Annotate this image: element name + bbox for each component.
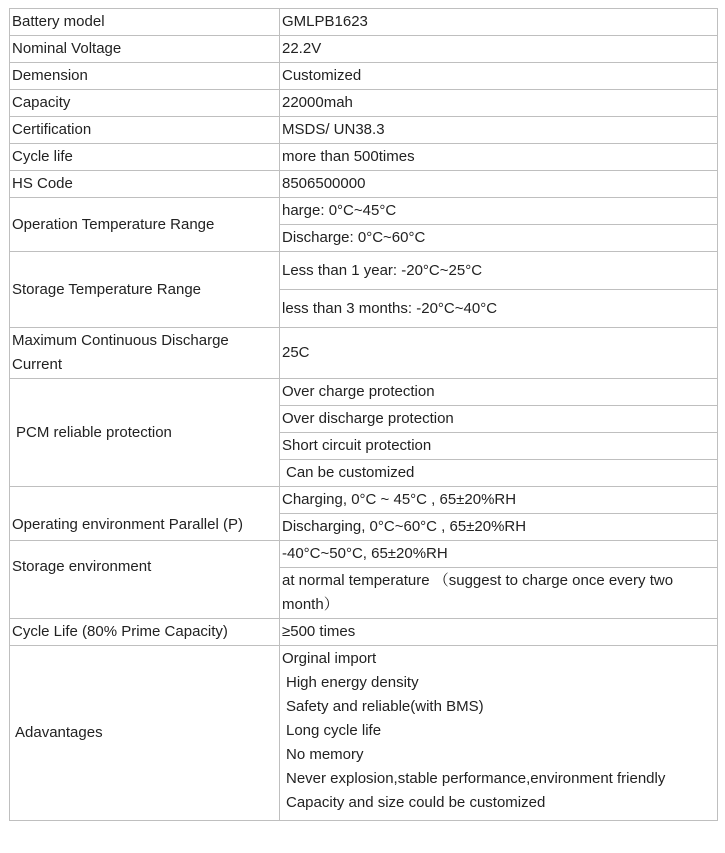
- table-row: [10, 63, 718, 90]
- row-value: Over discharge protection: [280, 406, 718, 433]
- table-row: [10, 379, 718, 406]
- row-label: Cycle life: [10, 144, 280, 171]
- row-value: Less than 1 year: -20°C~25°C: [280, 252, 718, 290]
- row-value: 22000mah: [280, 90, 718, 117]
- list-item: Long cycle life: [286, 722, 382, 739]
- row-value: at normal temperature （suggest to charge once every two month）: [280, 568, 718, 619]
- list-item: Orginal import: [282, 650, 377, 667]
- spec-table: [9, 8, 718, 821]
- row-value: less than 3 months: -20°C~40°C: [280, 290, 718, 328]
- row-label: PCM reliable protection: [10, 379, 280, 487]
- row-value: ≥500 times: [280, 619, 718, 646]
- row-label: Storage environment: [10, 541, 280, 619]
- row-value: MSDS/ UN38.3: [280, 117, 718, 144]
- table-row: [10, 198, 718, 225]
- row-label: Storage Temperature Range: [10, 252, 280, 328]
- table-row: [10, 36, 718, 63]
- row-value: 25C: [280, 328, 718, 379]
- row-label: Cycle Life (80% Prime Capacity): [10, 619, 280, 646]
- row-label: Capacity: [10, 90, 280, 117]
- row-label: Battery model: [10, 9, 280, 36]
- table-row: [10, 9, 718, 36]
- advantages-list: [280, 646, 718, 821]
- row-value: Customized: [280, 63, 718, 90]
- row-value: Over charge protection: [280, 379, 718, 406]
- table-row: [10, 90, 718, 117]
- row-label: HS Code: [10, 171, 280, 198]
- list-item: No memory: [286, 746, 364, 763]
- row-label: Adavantages: [10, 646, 280, 821]
- list-item: Never explosion,stable performance,environment friendly: [286, 770, 666, 787]
- table-row: [10, 328, 718, 379]
- row-value: Discharge: 0°C~60°C: [280, 225, 718, 252]
- row-label: Certification: [10, 117, 280, 144]
- row-value: Charging, 0°C ~ 45°C , 65±20%RH: [280, 487, 718, 514]
- table-row: [10, 541, 718, 568]
- row-value: Discharging, 0°C~60°C , 65±20%RH: [280, 514, 718, 541]
- table-row: [10, 171, 718, 198]
- table-row: [10, 117, 718, 144]
- row-value: Can be customized: [280, 460, 718, 487]
- row-value: more than 500times: [280, 144, 718, 171]
- row-label: Demension: [10, 63, 280, 90]
- table-row: [10, 646, 718, 821]
- row-value: GMLPB1623: [280, 9, 718, 36]
- list-item: Capacity and size could be customized: [286, 794, 546, 811]
- table-row: [10, 144, 718, 171]
- list-item: Safety and reliable(with BMS): [286, 698, 484, 715]
- row-value: 22.2V: [280, 36, 718, 63]
- list-item: High energy density: [286, 674, 419, 691]
- row-value: harge: 0°C~45°C: [280, 198, 718, 225]
- table-row: [10, 487, 718, 514]
- row-label: Operation Temperature Range: [10, 198, 280, 252]
- table-row: [10, 252, 718, 290]
- row-value: Short circuit protection: [280, 433, 718, 460]
- row-label: Maximum Continuous Discharge Current: [10, 328, 280, 379]
- row-value: 8506500000: [280, 171, 718, 198]
- table-row: [10, 619, 718, 646]
- row-label: Nominal Voltage: [10, 36, 280, 63]
- row-value: -40°C~50°C, 65±20%RH: [280, 541, 718, 568]
- row-label: Operating environment Parallel (P): [10, 487, 280, 541]
